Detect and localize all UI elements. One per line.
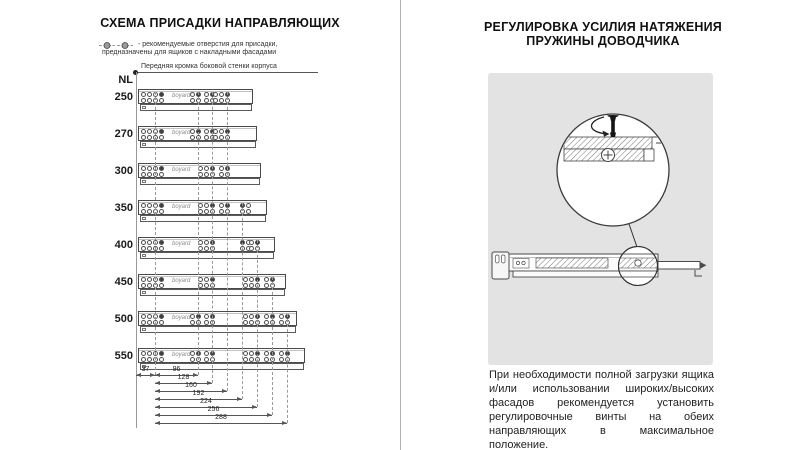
rail-hole [159,351,164,356]
rail-hole [159,283,164,288]
rail-hole [190,92,195,97]
rail-hole [141,98,146,103]
rail-hole [147,172,152,177]
dimension-arrow [155,381,160,385]
magnifier-leader-line [629,224,637,247]
rail-hole [159,277,164,282]
rail-hole [219,98,224,103]
rail-brand-logo: boyard [172,93,191,99]
rail-hole [249,320,254,325]
rail-hole [159,320,164,325]
rail-hole [141,246,146,251]
rail-hole [147,357,152,362]
rail-hole [264,314,269,319]
rail-hole [243,351,248,356]
rail-hole [141,277,146,282]
rail-hole [141,166,146,171]
dimension-label: 224 [200,398,212,405]
rail-hole [249,357,254,362]
rail-nl-label: 250 [114,91,133,103]
rail-end-tip [700,262,707,269]
rail-hole [147,320,152,325]
rail-hole [190,129,195,134]
rail-hole [264,357,269,362]
rail-hole [264,283,269,288]
vertical-divider [400,0,401,450]
rail-hole [249,246,254,251]
rail-hole [213,135,218,140]
right-panel-title [455,20,751,48]
rail-hook [142,328,146,331]
rail-hole [279,357,284,362]
rail-hole [159,172,164,177]
rail-hole [141,172,146,177]
rail-brand-logo: boyard [172,315,191,321]
dimension-arrow [155,421,160,425]
dashed-guide-line [212,92,213,383]
rail-hole [279,351,284,356]
rail-hole [249,277,254,282]
rail-nl-label: 300 [114,165,133,177]
instruction-paragraph: При необходимости полной загрузки ящика и/или использовании широких/высоких фасадов рекомендуется установить регулировочные винты на обеих направляющих в максимальное положение. [489,369,714,450]
dashed-guide-line [272,277,273,415]
dimension-arrow [282,421,287,425]
rail-hole [219,92,224,97]
dimension-arrow [207,381,212,385]
rail-hole [204,277,209,282]
rail-hole [147,98,152,103]
rail-hole [246,209,251,214]
right-title-line2: ПРУЖИНЫ ДОВОДЧИКА [526,34,680,48]
nl-column-header: NL [118,74,133,86]
rail-hole [204,203,209,208]
rail-hole [147,351,152,356]
dashed-guide-line [242,203,243,399]
dimension-label: 96 [172,366,181,373]
rail-hole [213,98,218,103]
dimension-arrow [155,413,160,417]
dimension-label: 288 [215,414,227,421]
dimension-label: 37 [141,366,150,373]
dimension-label: 256 [207,406,220,413]
rail-hole [190,357,195,362]
rail-hole [159,209,164,214]
rail-hole [147,135,152,140]
left-panel-title: СХЕМА ПРИСАДКИ НАПРАВЛЯЮЩИХ [100,16,340,30]
rail-hole [264,351,269,356]
dimension-label: 192 [192,390,205,397]
dashed-guide-line [155,92,156,375]
rail-brand-logo: boyard [172,278,191,284]
rail-hole [147,246,152,251]
magnified-area-circle [616,247,660,286]
rail-hook [142,217,146,220]
rail-hole [243,357,248,362]
rail-hole [246,203,251,208]
rail-hole [141,92,146,97]
dimension-line [155,423,287,424]
dimension-arrow [155,397,160,401]
rail-hole [141,129,146,134]
rail-hole [243,277,248,282]
rail-hole [159,98,164,103]
rail-hole [204,314,209,319]
rail-hole [264,277,269,282]
rail-hole [264,320,269,325]
rail-hole [190,135,195,140]
rail-hole [141,203,146,208]
dimension-arrow [237,397,242,401]
rail-hole [190,351,195,356]
rail-hole [159,166,164,171]
rail-hole [204,240,209,245]
rail-lower-member [140,104,252,111]
rail-nl-label: 350 [114,202,133,214]
rail-hole [219,129,224,134]
rail-hole [204,92,209,97]
front-edge-label: Передняя кромка боковой стенки корпуса [141,63,277,70]
rail-hole [141,135,146,140]
dimension-arrow [252,405,257,409]
rail-hole [243,320,248,325]
rail-hole [190,98,195,103]
rail-hole [204,172,209,177]
rail-brand-logo: boyard [172,204,191,210]
rail-hole [159,135,164,140]
rail-hole [147,240,152,245]
rail-hole [204,209,209,214]
rail-hole [147,209,152,214]
rail-hole [159,314,164,319]
illustration-panel [488,73,713,365]
rail-hole [147,314,152,319]
rail-hole [279,314,284,319]
rail-hook [142,254,146,257]
dimension-label: 160 [185,382,197,389]
rail-hole [147,129,152,134]
drawer-slide-drawing [492,252,707,279]
rail-hole [219,172,224,177]
rail-hole [213,92,218,97]
rail-hole [219,135,224,140]
rail-hole [204,129,209,134]
rail-hole [219,209,224,214]
rail-hole [204,320,209,325]
rail-hole [147,277,152,282]
rail-hook [142,106,146,109]
rail-hole [204,166,209,171]
rail-nl-label: 450 [114,276,133,288]
rail-hole [159,129,164,134]
dashed-guide-line [227,92,228,391]
rail-hole [159,92,164,97]
front-edge-line [136,72,318,73]
rail-lower-member [140,252,274,259]
rail-nl-label: 500 [114,313,133,325]
rail-hole [141,357,146,362]
rail-hole [190,320,195,325]
rail-hole [249,240,254,245]
rail-hook [142,291,146,294]
rail-hole [147,203,152,208]
legend-text-line1: - рекомендуемые отверстия для присадки, [138,41,278,48]
rail-hole [159,203,164,208]
rail-hole [204,357,209,362]
rail-hook [142,180,146,183]
rail-lower-member [140,178,260,185]
rail-nl-label: 550 [114,350,133,362]
rail-nl-label: 270 [114,128,133,140]
rail-hole [204,283,209,288]
rail-hole [204,98,209,103]
rail-hole [147,166,152,171]
rail-hole [219,166,224,171]
rail-hole [159,240,164,245]
dashed-guide-line [198,92,199,375]
rail-hole [249,314,254,319]
rail-nl-label: 400 [114,239,133,251]
dimension-arrow [222,389,227,393]
right-title-line1: РЕГУЛИРОВКА УСИЛИЯ НАТЯЖЕНИЯ [484,20,722,34]
rail-hole [141,351,146,356]
rail-hole [141,283,146,288]
rail-hole [147,92,152,97]
rail-hook [142,143,146,146]
rail-hole [249,351,254,356]
rail-hole [204,135,209,140]
rail-hole [159,357,164,362]
dimension-label: 128 [177,374,190,381]
rail-hole [279,320,284,325]
rail-hole [141,320,146,325]
legend-text-line2: предназначены для ящиков с накладными фасадами [102,49,277,56]
rail-hole [141,240,146,245]
dashed-guide-line [257,240,258,407]
rail-hole [213,129,218,134]
rail-brand-logo: boyard [172,167,191,173]
rail-hole [204,351,209,356]
rail-hole [141,209,146,214]
rail-brand-logo: boyard [172,352,191,358]
rail-lower-member [140,215,266,222]
dimension-arrow [155,373,160,377]
rail-hole [204,246,209,251]
dimension-arrow [136,373,141,377]
rail-hole [243,283,248,288]
dimension-arrow [267,413,272,417]
rail-brand-logo: boyard [172,130,191,136]
rail-hole [249,283,254,288]
dimension-arrow [155,405,160,409]
rail-hole [159,246,164,251]
rail-hole [243,314,248,319]
rail-hole [219,203,224,208]
magnifier-detail-circle [557,90,669,226]
rail-hole [190,314,195,319]
rail-hole [141,314,146,319]
rail-brand-logo: boyard [172,241,191,247]
slide-adjustment-illustration [488,73,713,365]
dashed-guide-line [287,314,288,423]
rail-hole [147,283,152,288]
dimension-arrow [155,389,160,393]
